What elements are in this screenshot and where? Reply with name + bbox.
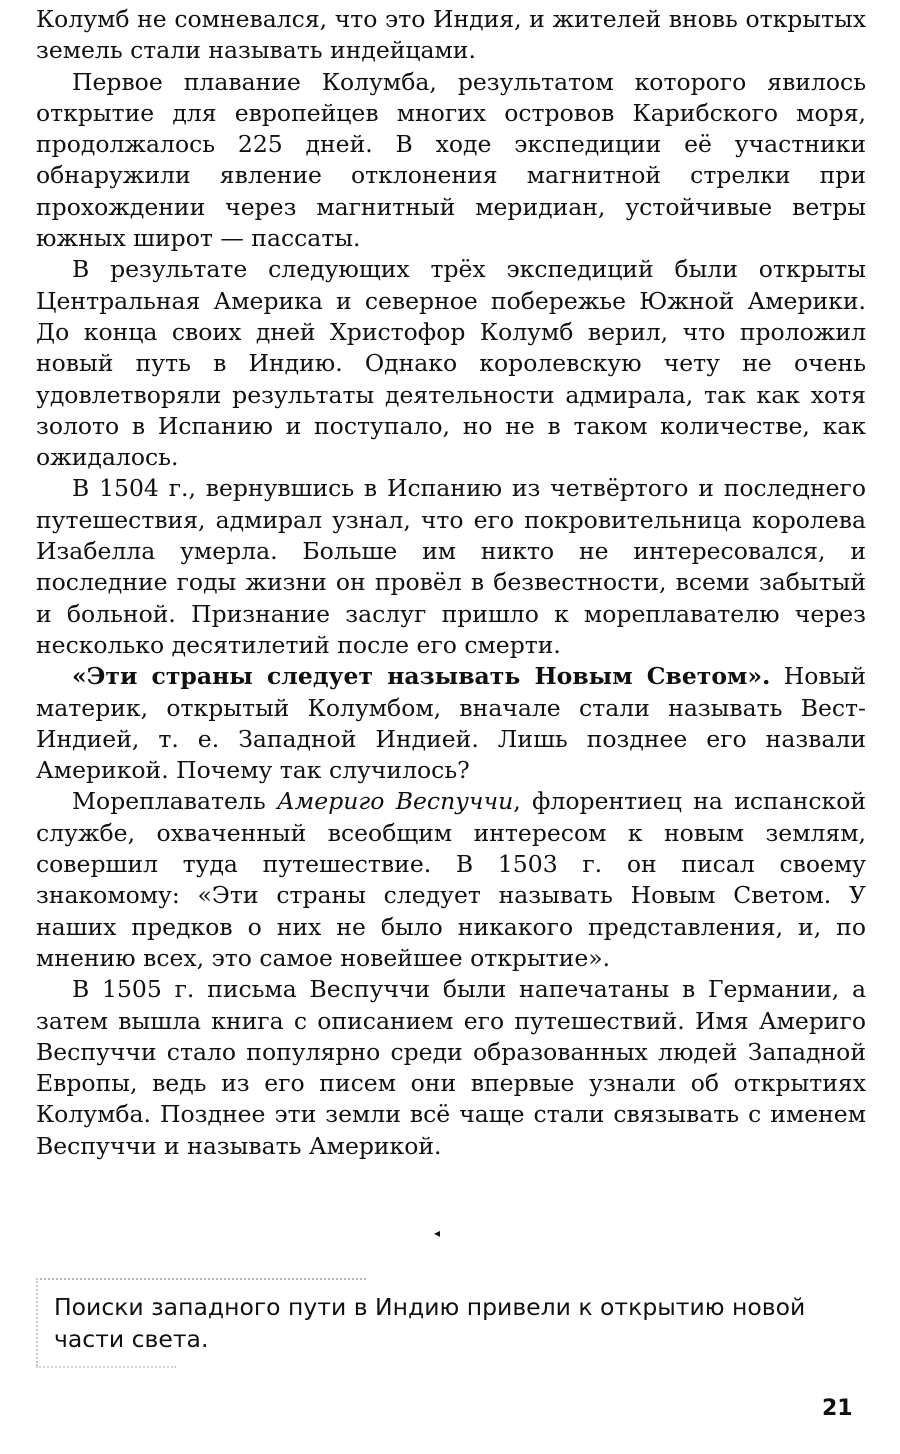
name-amerigo-vespucci: Америго Веспуччи bbox=[277, 787, 514, 816]
page-body bbox=[36, 4, 866, 1162]
paragraph-first-voyage: Первое плавание Колумба, результатом которого явилось открытие для европейцев многих островов Карибского моря, продолжалось 225 дней. В ходе экспедиции её участники обнаружили явление отклонения магнитной стрелки при прохождении через магнитный меридиан, устойчивые ветры южных широт — пассаты. bbox=[36, 67, 866, 253]
paragraph-vespucci-text: , флорентиец на испанской службе, охваченный всеобщим интересом к новым землям, совершил туда путешествие. В 1503 г. он писал своему знакомому: «Эти страны следует называть Новым Светом. У наших предков о них не было никакого представления, и, по мнению всех, это самое новейшее открытие». bbox=[36, 787, 867, 972]
paragraph-indians: Колумб не сомневался, что это Индия, и жителей вновь открытых земель стали называть индейцами. bbox=[36, 5, 866, 65]
paragraph-1505-letters: В 1505 г. письма Веспуччи были напечатаны в Германии, а затем вышла книга с описанием его путешествий. Имя Америго Веспуччи стало популярно среди образованных людей Западной Европы, ведь из его писем они впервые узнали об открытиях Колумба. Позднее эти земли всё чаще стали связывать с именем Веспуччи и называть Америкой. bbox=[36, 975, 866, 1160]
summary-frame-bottom bbox=[36, 1366, 176, 1368]
paragraph-later-expeditions: В результате следующих трёх экспедиций были открыты Центральная Америка и северное побережье Южной Америки. До конца своих дней Христофор Колумб верил, что проложил новый путь в Индию. Однако королевскую чету не очень удовлетворяли результаты деятельности адмирала, так как хотя золото в Испанию и поступало, но не в таком количестве, как ожидалось. bbox=[36, 255, 866, 472]
main-text bbox=[36, 4, 866, 1162]
stray-mark-icon: ◂ bbox=[434, 1226, 441, 1240]
paragraph-new-world-text: Новый материк, открытый Колумбом, вначале стали называть Вест-Индией, т. е. Западной Индией. Лишь позднее его назвали Америкой. Почему так случилось? bbox=[36, 662, 866, 785]
summary-frame-top bbox=[36, 1278, 366, 1280]
summary-text: Поиски западного пути в Индию привели к открытию новой части света. bbox=[54, 1293, 806, 1353]
paragraph-vespucci-before: Мореплаватель bbox=[72, 787, 277, 816]
section-heading-new-world: «Эти страны следует называть Новым Светом». bbox=[72, 662, 771, 691]
paragraph-vespucci bbox=[36, 786, 866, 974]
page-number: 21 bbox=[822, 1396, 853, 1421]
paragraph-1504-return: В 1504 г., вернувшись в Испанию из четвёртого и последнего путешествия, адмирал узнал, что его покровительница королева Изабелла умерла. Больше им никто не интересовался, и последние годы жизни он провёл в безвестности, всеми забытый и больной. Признание заслуг пришло к мореплавателю через несколько десятилетий после его смерти. bbox=[36, 474, 866, 659]
paragraph-new-world bbox=[36, 661, 866, 786]
summary-box bbox=[36, 1278, 856, 1370]
summary-frame-left bbox=[36, 1278, 38, 1366]
